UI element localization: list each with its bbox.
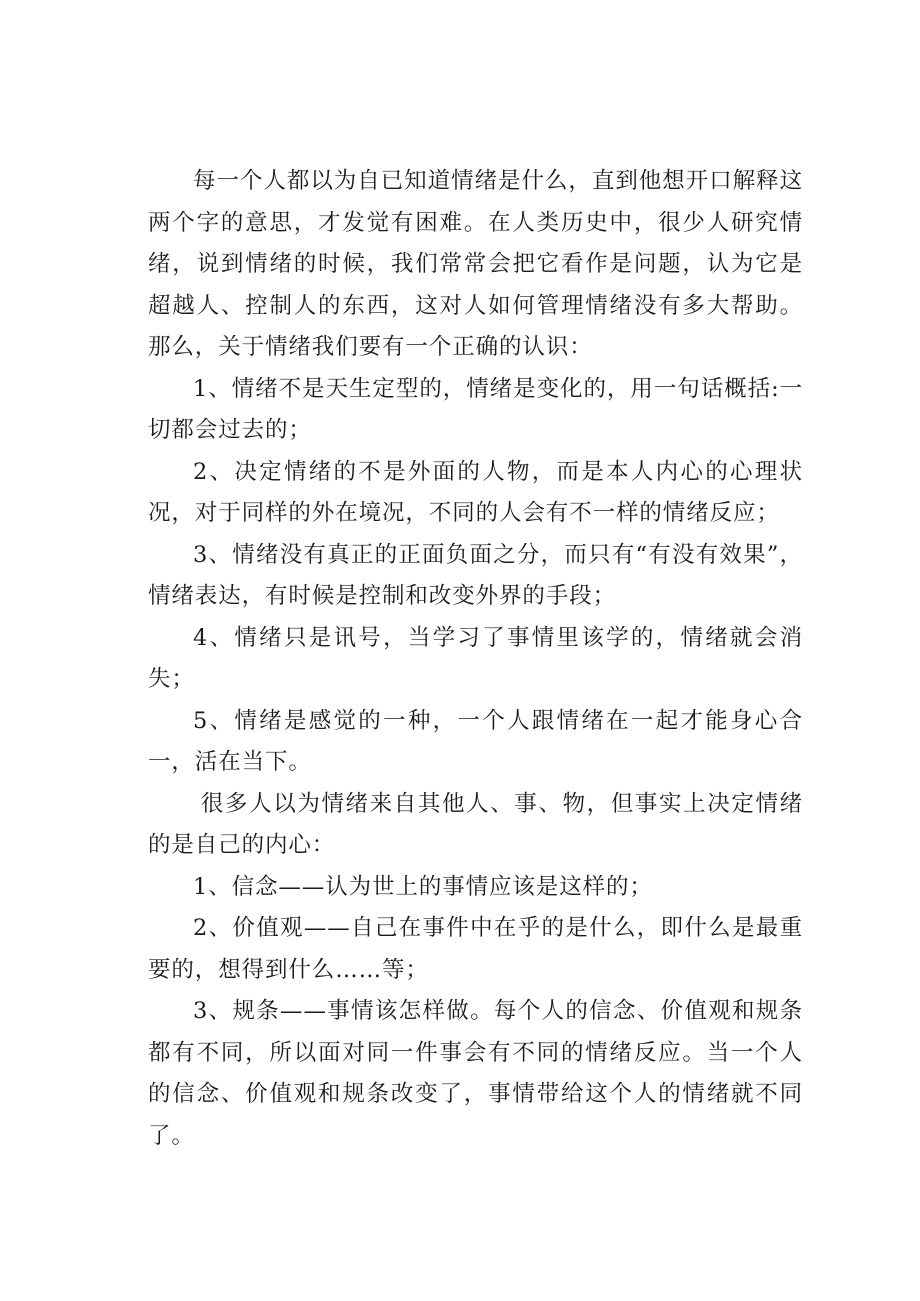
list-item-4: 4、情绪只是讯号，当学习了事情里该学的，情绪就会消失；: [148, 624, 803, 692]
list-item-5: 5、情绪是感觉的一种，一个人跟情绪在一起才能身心合一，活在当下。: [148, 707, 803, 775]
inner-factor-3: 3、规条——事情该怎样做。每个人的信念、价值观和规条都有不同，所以面对同一件事会有不同的情绪反应。当一个人的信念、价值观和规条改变了，事情带给这个人的情绪就不同了。: [148, 998, 803, 1149]
intro-paragraph: 每一个人都以为自已知道情绪是什么，直到他想开口解释这两个字的意思，才发觉有困难。在人类历史中，很少人研究情绪，说到情绪的时候，我们常常会把它看作是问题，认为它是超越人、控制人的东西，这对人如何管理情绪没有多大帮助。那么，关于情绪我们要有一个正确的认识：: [148, 168, 803, 360]
document-body: [148, 161, 803, 1157]
inner-factor-1: 1、信念——认为世上的事情应该是这样的；: [193, 873, 653, 900]
inner-factor-2: 2、价值观——自己在事件中在乎的是什么，即什么是最重要的，想得到什么……等；: [148, 915, 803, 983]
list-item-3: 3、情绪没有真正的正面负面之分，而只有“有没有效果”，情绪表达，有时候是控制和改变外界的手段；: [148, 541, 803, 609]
list-item-2: 2、决定情绪的不是外面的人物，而是本人内心的心理状况，对于同样的外在境况，不同的人会有不一样的情绪反应；: [148, 458, 803, 526]
list-item-1: 1、情绪不是天生定型的，情绪是变化的，用一句话概括:一切都会过去的；: [148, 375, 803, 443]
second-intro-paragraph: 很多人以为情绪来自其他人、事、物，但事实上决定情绪的是自己的内心：: [148, 790, 803, 858]
